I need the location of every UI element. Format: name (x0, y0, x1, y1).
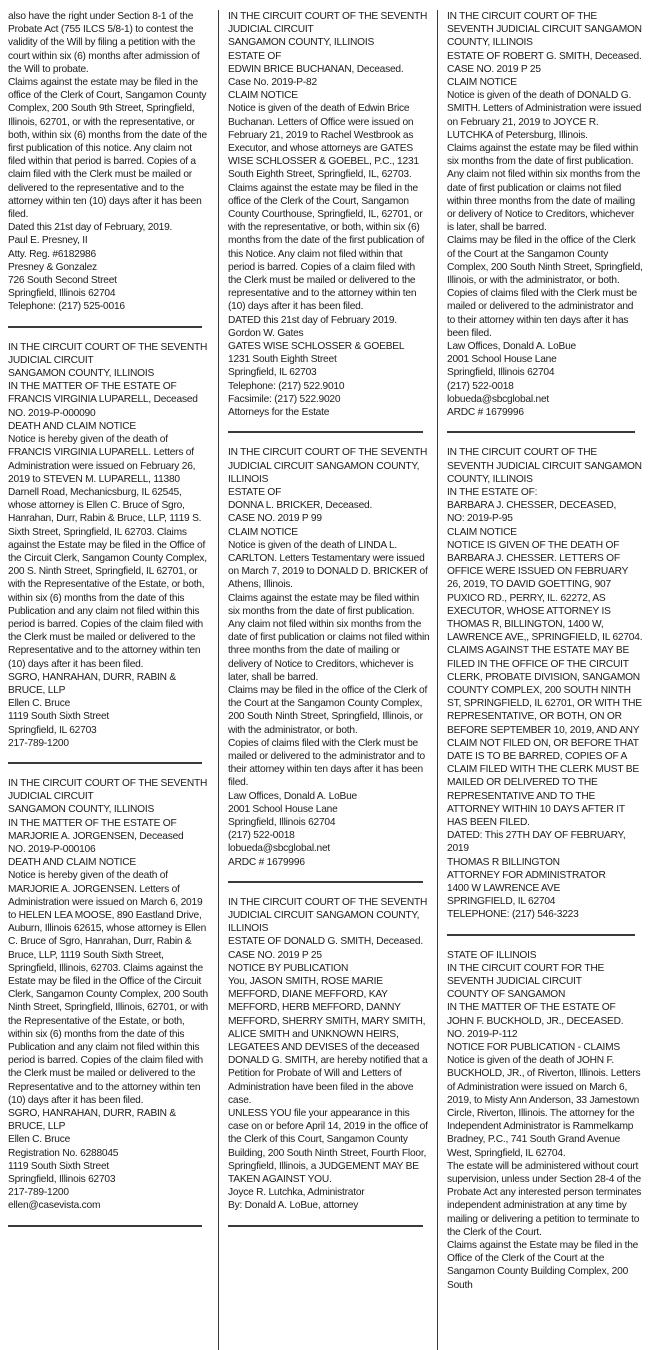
notice-separator-rule (8, 762, 202, 764)
notice-column-2 (228, 0, 431, 1350)
notice-paragraph: STATE OF ILLINOIS (447, 949, 537, 961)
notice-paragraph: Notice is given of the death of JOHN F. BUCKHOLD, JR., of Riverton, Illinois. Letters of Administration were issued on March 6, 2019, to Misty Ann Anderson, 33 Jamestown Circle, Riverton, Illinois. The attorney for the Independent Administrator is Rammelkamp Bradney, P.C., 741 South Grand Avenue West, Springfield, IL 62704. (447, 1055, 641, 1159)
notice-paragraph: DEATH AND CLAIM NOTICE (8, 857, 136, 869)
notice-paragraph: ARDC # 1679996 (447, 407, 524, 419)
notice-paragraph: 2001 School House Lane (228, 803, 338, 815)
notice-paragraph: Notice is hereby given of the death of MARJORIE A. JORGENSEN. Letters of Administration were issued on March 6, 2019 to HELEN LEA MOOSE, 890 Eastland Drive, Auburn, Illinois 62615, whose attorney is Ellen C. Bruce of Sgro, Hanrahan, Durr, Rabin & Bruce, LLP, 1119 South Sixth Street, Springfield, Illinois, 62703. Claims against the Estate may be filed in the Office of the Circuit Clerk, Sangamon County Complex, 200 South Ninth Street, Springfield, Illinois, 62701, or with the Representative of the Estate, or both, within six (6) months from the date of this Publication and any claim not filed within this period is barred. Copies of the claim filed with the Clerk must be mailed or delivered to the Representative and to the attorney within ten (10) days after it has been filed. (8, 870, 208, 1106)
notice-paragraph: CLAIM NOTICE (228, 526, 298, 538)
notice-paragraph: IN THE MATTER OF THE ESTATE OF (447, 1002, 616, 1014)
notice-paragraph: DEATH AND CLAIM NOTICE (8, 420, 136, 432)
notice-paragraph: NO. 2019-P-112 (447, 1028, 518, 1040)
notice-paragraph: 1231 South Eighth Street (228, 354, 337, 366)
notice-paragraph: ATTORNEY FOR ADMINISTRATOR (447, 869, 606, 881)
notice-paragraph: CASE NO. 2019 P 25 (447, 63, 541, 75)
notice-paragraph: 217-789-1200 (8, 1187, 69, 1199)
notice-paragraph: Springfield, Illinois 62704 (8, 288, 116, 300)
notice-paragraph: Law Offices, Donald A. LoBue (228, 790, 358, 802)
notice-paragraph: Atty. Reg. #6182986 (8, 248, 96, 260)
legal-notice (8, 341, 210, 750)
notice-paragraph: IN THE ESTATE OF: (447, 486, 538, 498)
notice-paragraph: 2001 School House Lane (447, 354, 557, 366)
notice-paragraph: Dated this 21st day of February, 2019. (8, 222, 173, 234)
notice-paragraph: CLAIM NOTICE (447, 526, 517, 538)
notice-paragraph: MARJORIE A. JORGENSEN, Deceased (8, 830, 184, 842)
column-divider-1 (218, 10, 219, 1350)
notice-paragraph: lobueda@sbcglobal.net (228, 843, 331, 855)
legal-notice (447, 949, 643, 1292)
notice-paragraph: Notice is given of the death of LINDA L. CARLTON. Letters Testamentary were issued on March 7, 2019 to DONALD D. BRICKER of Athens, Illinois. (228, 539, 428, 591)
notice-paragraph: EDWIN BRICE BUCHANAN, Deceased. (228, 63, 404, 75)
legal-notice (8, 10, 210, 314)
notice-paragraph: also have the right under Section 8-1 of the Probate Act (755 ILCS 5/8-1) to contest the validity of the Will by filing a petition with the court within six (6) months after admission of the Will to probate. (8, 11, 200, 75)
notice-paragraph: SANGAMON COUNTY, ILLINOIS (228, 37, 375, 49)
notice-paragraph: DATED: This 27TH DAY OF FEBRUARY, 2019 (447, 830, 626, 855)
notice-paragraph: 1119 South Sixth Street (8, 1160, 110, 1172)
notice-paragraph: IN THE CIRCUIT COURT FOR THE SEVENTH JUDICIAL CIRCUIT (447, 962, 605, 988)
notice-paragraph: COUNTY OF SANGAMON (447, 989, 566, 1001)
notice-paragraph: CLAIMS AGAINST THE ESTATE MAY BE FILED IN THE OFFICE OF THE CIRCUIT CLERK, PROBATE DIVISION, SANGAMON COUNTY COMPLEX, 200 SOUTH NINTH ST, SPRINGFIELD, IL 62701, OR WITH THE REPRESENTATIVE, OR BOTH, ON OR BEFORE SEPTEMBER 10, 2019, AND ANY CLAIM NOT FILED ON, OR BEFORE THAT DATE IS TO BE BARRED, COPIES OF A CLAIM FILED WITH THE CLERK MUST BE MAILED OR DELIVERED TO THE REPRESENTATIVE AND TO THE ATTORNEY WITHIN 10 DAYS AFTER IT HAS BEEN FILED. (447, 645, 642, 828)
notice-paragraph: Ellen C. Bruce (8, 1134, 71, 1146)
legal-notice (8, 777, 210, 1213)
notice-paragraph: ARDC # 1679996 (228, 856, 305, 868)
notice-separator-rule (228, 431, 423, 433)
notice-paragraph: Presney & Gonzalez (8, 261, 97, 273)
notice-paragraph: IN THE CIRCUIT COURT OF THE SEVENTH JUDICIAL CIRCUIT SANGAMON COUNTY, ILLINOIS (228, 447, 428, 485)
notice-paragraph: Springfield, Illinois 62704 (447, 367, 555, 379)
notice-paragraph: You, JASON SMITH, ROSE MARIE MEFFORD, DIANE MEFFORD, KAY MEFFORD, HERB MEFFORD, DANNY MEFFORD, SHERRY SMITH, MARY SMITH, ALICE SMITH and UNKNOWN HEIRS, LEGATEES AND DEVISES of the deceased DONALD G. SMITH, are hereby notified that a Petition for Probate of Will and Letters of Administration have been filed in the above case. (228, 976, 428, 1106)
notice-paragraph: The estate will be administered without court supervision, unless under Section 28-4 of the Probate Act any interested person terminates independent administration at any time by mailing or delivering a petition to terminate to the Clerk of the Court. (447, 1160, 642, 1238)
notice-paragraph: 217-789-1200 (8, 737, 69, 749)
notice-paragraph: ESTATE OF (228, 486, 282, 498)
notice-paragraph: ellen@casevista.com (8, 1200, 101, 1212)
notice-paragraph: CASE NO. 2019 P 99 (228, 513, 322, 525)
notice-paragraph: ESTATE OF DONALD G. SMITH, Deceased. (228, 936, 423, 948)
notice-paragraph: FRANCIS VIRGINIA LUPARELL, Deceased (8, 394, 198, 406)
notice-paragraph: Law Offices, Donald A. LoBue (447, 341, 577, 353)
notice-paragraph: Telephone: (217) 522.9010 (228, 380, 345, 392)
notice-paragraph: Claims may be filed in the office of the Clerk of the Court at the Sangamon County Complex, 200 South Ninth Street, Springfield, Illinois, or with the administrator, or both. (228, 684, 428, 736)
notice-paragraph: CASE NO. 2019 P 25 (228, 949, 322, 961)
notice-paragraph: Springfield, Illinois 62704 (228, 816, 336, 828)
notice-paragraph: Springfield, IL 62703 (8, 724, 97, 736)
notice-paragraph: IN THE CIRCUIT COURT OF THE SEVENTH JUDICIAL CIRCUIT SANGAMON COUNTY, ILLINOIS (447, 11, 642, 49)
notice-paragraph: NO. 2019-P-000106 (8, 843, 96, 855)
notice-paragraph: SANGAMON COUNTY, ILLINOIS (8, 368, 155, 380)
notice-paragraph: ESTATE OF (228, 50, 282, 62)
notice-paragraph: Copies of claims filed with the Clerk must be mailed or delivered to the administrator and to their attorney within ten days after it has been filed. (228, 737, 425, 789)
notice-paragraph: ESTATE OF ROBERT G. SMITH, Deceased. (447, 50, 642, 62)
notice-paragraph: lobueda@sbcglobal.net (447, 393, 550, 405)
notice-paragraph: BARBARA J. CHESSER, DECEASED, (447, 500, 617, 512)
notice-paragraph: Notice is given of the death of DONALD G. SMITH. Letters of Administration were issued on February 21, 2019 to JOYCE R. LUTCHKA of Petersburg, Illinois. (447, 90, 642, 141)
notice-paragraph: THOMAS R BILLINGTON (447, 856, 560, 868)
notice-paragraph: GATES WISE SCHLOSSER & GOEBEL (228, 341, 405, 353)
notice-paragraph: UNLESS YOU file your appearance in this case on or before April 14, 2019 in the office of the Clerk of this Court, Sangamon County Building, 200 South Ninth Street, Fourth Floor, Springfield, Illinois, a JUDGEMENT MAY BE TAKEN AGAINST YOU. (228, 1108, 428, 1186)
notice-paragraph: NOTICE FOR PUBLICATION - CLAIMS (447, 1042, 620, 1054)
notice-paragraph: (217) 522-0018 (447, 380, 514, 392)
notice-paragraph: 1119 South Sixth Street (8, 711, 110, 723)
notice-paragraph: Registration No. 6288045 (8, 1147, 119, 1159)
notice-paragraph: Facsimile: (217) 522.9020 (228, 393, 341, 405)
notice-separator-rule (8, 326, 202, 328)
notice-paragraph: Gordon W. Gates (228, 327, 304, 339)
notice-paragraph: Ellen C. Bruce (8, 698, 71, 710)
notice-paragraph: (217) 522-0018 (228, 830, 295, 842)
notice-paragraph: 726 South Second Street (8, 275, 117, 287)
notice-paragraph: Notice is given of the death of Edwin Brice Buchanan. Letters of Office were issued on February 21, 2019 to Rachel Westbrook as Executor, and whose attorneys are GATES WISE SCHLOSSER & GOEBEL, P.C., 1231 South Eighth Street, Springfield, IL, 62703. Claims against the estate may be filed in the office of the Clerk of the Court, Sangamon County Courthouse, Springfield, IL, 62701, or with the representative, or both, within six (6) months from the date of the first publication of this Notice. Any claim not filed within that period is barred. Copies of a claim filed with the Clerk must be mailed or delivered to the representative and to the attorney within ten (10) days after it has been filed. (228, 103, 425, 313)
legal-notice (447, 10, 643, 419)
notice-paragraph: IN THE MATTER OF THE ESTATE OF (8, 817, 177, 829)
notice-paragraph: Attorneys for the Estate (228, 407, 330, 419)
notice-paragraph: Case No. 2019-P-82 (228, 77, 317, 89)
notice-paragraph: CLAIM NOTICE (228, 90, 298, 102)
notice-paragraph: IN THE CIRCUIT COURT OF THE SEVENTH JUDICIAL CIRCUIT (8, 777, 208, 803)
notice-paragraph: SANGAMON COUNTY, ILLINOIS (8, 804, 155, 816)
notice-separator-rule (447, 431, 635, 433)
notice-paragraph: SPRINGFIELD, IL 62704 (447, 896, 556, 908)
notice-paragraph: IN THE CIRCUIT COURT OF THE SEVENTH JUDICIAL CIRCUIT SANGAMON COUNTY, ILLINOIS (447, 447, 642, 485)
legal-notice (447, 446, 643, 921)
notice-paragraph: Springfield, Illinois 62703 (8, 1174, 116, 1186)
notice-paragraph: NO: 2019-P-95 (447, 513, 513, 525)
notice-paragraph: DATED this 21st day of February 2019. (228, 314, 397, 326)
legal-notice (228, 446, 431, 869)
notice-paragraph: NOTICE BY PUBLICATION (228, 962, 349, 974)
notice-separator-rule (8, 1225, 202, 1227)
notice-paragraph: Telephone: (217) 525-0016 (8, 301, 125, 313)
notice-paragraph: IN THE CIRCUIT COURT OF THE SEVENTH JUDICIAL CIRCUIT SANGAMON COUNTY, ILLINOIS (228, 896, 428, 935)
notice-paragraph: Notice is hereby given of the death of FRANCIS VIRGINIA LUPARELL. Letters of Administration were issued on February 26, 2019 to STEVEN M. LUPARELL, 11380 Darnell Road, Mechanicsburg, IL 62545, whose attorney is Ellen C. Bruce of Sgro, Hanrahan, Durr, Rabin & Bruce, LLP, 1119 S. Sixth Street, Springfield, IL 62703. Claims against the Estate may be filed in the Office of the Circuit Clerk, Sangamon County Complex, 200 S. Ninth Street, Springfield, IL 62701, or with the Representative of the Estate, or both, within six (6) months from the date of this Publication and any claim not filed within this period is barred. Copies of the claim filed with the Clerk must be mailed or delivered to the Representative and to the attorney within ten (10) days after it has been filed. (8, 434, 207, 670)
notice-paragraph: TELEPHONE: (217) 546-3223 (447, 909, 579, 921)
notice-paragraph: Joyce R. Lutchka, Administrator (228, 1187, 365, 1199)
notice-paragraph: IN THE MATTER OF THE ESTATE OF (8, 381, 177, 393)
notice-paragraph: DONNA L. BRICKER, Deceased. (228, 500, 373, 512)
notice-column-1 (8, 0, 210, 1350)
legal-notice (228, 896, 431, 1213)
notice-paragraph: JOHN F. BUCKHOLD, JR., DECEASED. (447, 1015, 624, 1027)
notice-paragraph: NOTICE IS GIVEN OF THE DEATH OF BARBARA J. CHESSER. LETTERS OF OFFICE WERE ISSUED ON FEBRUARY 26, 2019, TO DAVID GOETTING, 907 PUXICO RD., PERRY, IL. 62272, AS EXECUTOR, WHOSE ATTORNEY IS THOMAS R, BILLINGTON, 1400 W, LAWRENCE AVE,, SPRINGFIELD, IL 62704. (447, 539, 643, 644)
notice-paragraph: SGRO, HANRAHAN, DURR, RABIN & BRUCE, LLP (8, 671, 176, 696)
notice-paragraph: NO. 2019-P-000090 (8, 407, 96, 419)
notice-paragraph: IN THE CIRCUIT COURT OF THE SEVENTH JUDICIAL CIRCUIT (8, 341, 208, 366)
notice-paragraph: CLAIM NOTICE (447, 77, 517, 89)
notice-paragraph: SGRO, HANRAHAN, DURR, RABIN & BRUCE, LLP (8, 1108, 176, 1133)
notice-paragraph: Springfield, IL 62703 (228, 367, 317, 379)
notice-paragraph: Claims against the estate may be filed within six months from the date of first publication. Any claim not filed within six months from the date of first publication or claims not filed within three months from the date of mailing or delivery of Notice to Creditors, whichever is later, shall be barred. (447, 143, 641, 234)
column-divider-2 (437, 10, 438, 1350)
notice-paragraph: Claims against the estate may be filed within six months from the date of first publication. Any claim not filed within six months from the date of first publication or claims not filed within three months from the date of mailing or delivery of Notice to Creditors, whichever is later, shall be barred. (228, 592, 430, 683)
notice-separator-rule (447, 934, 635, 936)
notice-paragraph: Claims may be filed in the office of the Clerk of the Court at the Sangamon County Complex, 200 South Ninth Street, Springfield, Illinois, or with the administrator, or both. (447, 235, 643, 287)
legal-notice (228, 10, 431, 419)
notice-separator-rule (228, 881, 423, 883)
notice-paragraph: Paul E. Presney, II (8, 235, 88, 247)
notice-column-3 (447, 0, 643, 1350)
notice-paragraph: By: Donald A. LoBue, attorney (228, 1200, 359, 1212)
notice-paragraph: 1400 W LAWRENCE AVE (447, 883, 561, 894)
notice-paragraph: Claims against the Estate may be filed in the Office of the Clerk of the Court at the Sangamon County Building Complex, 200 South (447, 1240, 639, 1291)
notice-paragraph: Claims against the estate may be filed in the office of the Clerk of Court, Sangamon County Complex, 200 South 9th Street, Springfield, Illinois, 62701, or with the representative, or both, within six (6) months from the date of the first publication of this notice. Any claim not filed within that period is barred. Copies of a claim filed with the Clerk must be mailed or delivered to the representative and to the attorney within ten (10) days after it has been filed. (8, 77, 207, 221)
notice-separator-rule (228, 1225, 423, 1227)
notice-paragraph: IN THE CIRCUIT COURT OF THE SEVENTH JUDICIAL CIRCUIT (228, 11, 428, 36)
notice-paragraph: Copies of claims filed with the Clerk must be mailed or delivered to the administrator and to their attorney within ten days after it has been filed. (447, 288, 637, 339)
